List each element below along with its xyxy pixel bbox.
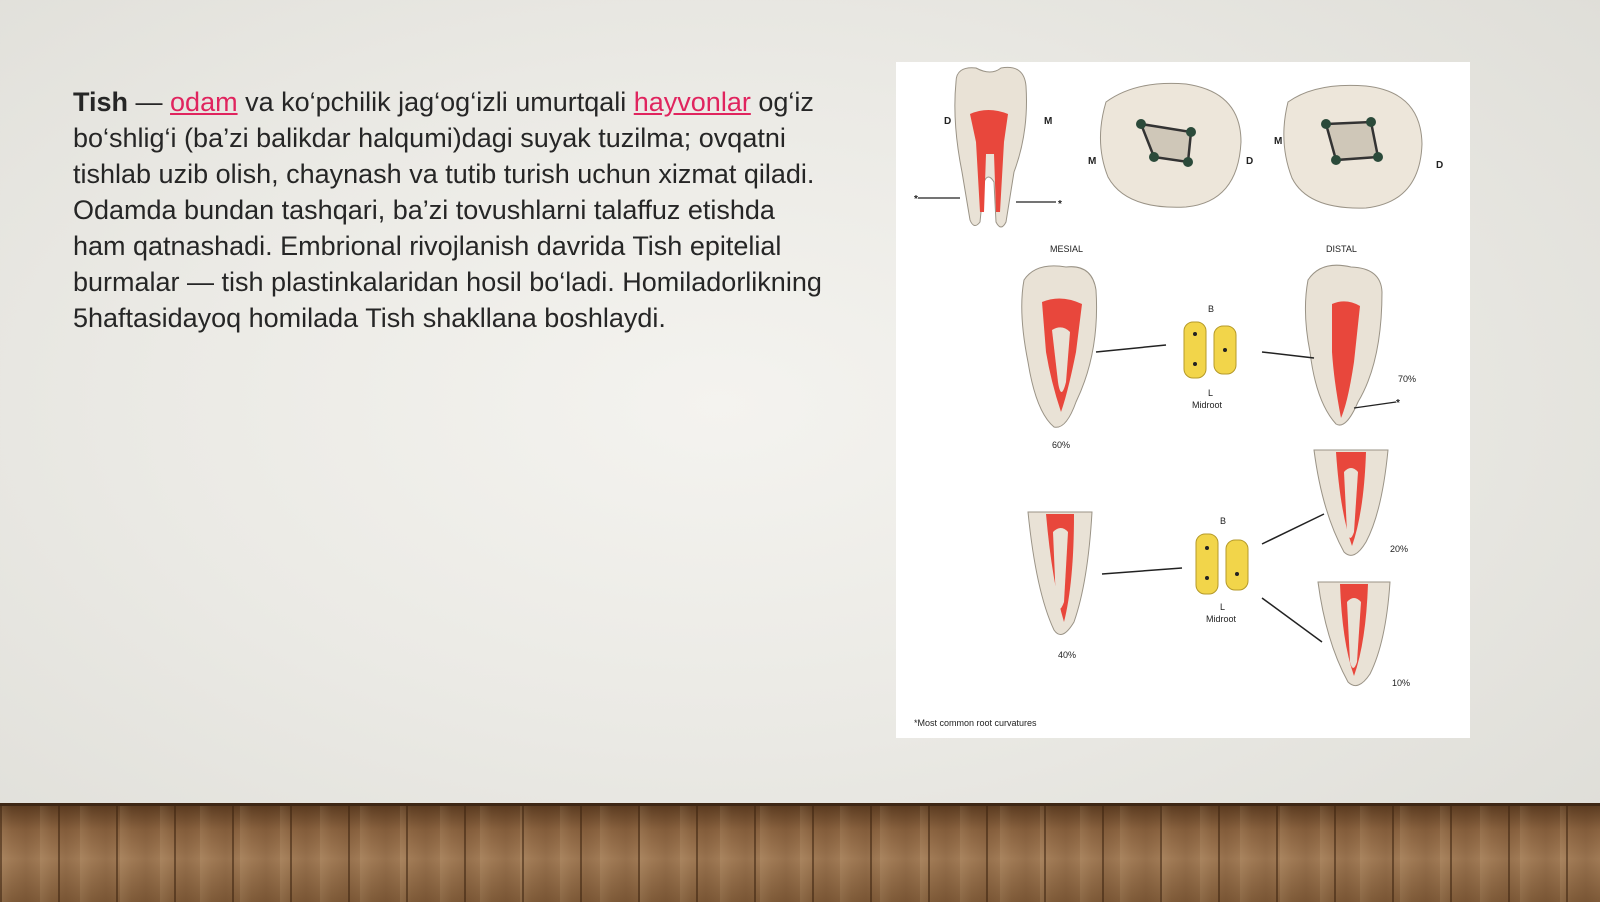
tooth-20: [1314, 450, 1388, 555]
label-midroot2: Midroot: [1206, 614, 1237, 624]
occlusal-view-1: [1100, 83, 1241, 207]
em-dash: —: [128, 87, 171, 117]
occlusal-view-2: [1284, 85, 1422, 208]
label-40: 40%: [1058, 650, 1077, 660]
cross-section-2: [1196, 534, 1248, 594]
cross-section-1: [1184, 322, 1236, 378]
svg-text:*: *: [914, 194, 918, 205]
paragraph-text-2: og‘iz bo‘shlig‘i (ba’zi balikdar halqumi)dagi suyak tuzilma; ovqatni tishlab uzib olish, chaynash va tutib turish uchun xizmat qiladi. Odamda bundan tashqari, ba’zi tovushlarni talaffuz etishda ham qatnashadi. Embrional rivojlanish davrida Tish epitelial burmalar — tish plastinkalaridan hosil bo‘ladi. Homiladorlikning 5haftasidayoq homilada Tish shakllana boshlaydi.: [73, 87, 822, 333]
label-10: 10%: [1392, 678, 1411, 688]
figure-footnote: *Most common root curvatures: [914, 718, 1037, 728]
tooth-diagram-svg: [896, 62, 1470, 738]
label-m2: M: [1088, 156, 1097, 167]
svg-text:*: *: [1058, 199, 1062, 210]
label-d1: D: [944, 116, 952, 127]
tooth-mesial: [1022, 266, 1166, 427]
term-tish: Tish: [73, 87, 129, 117]
tooth-distal: [1262, 265, 1400, 425]
wooden-floor: [0, 803, 1600, 902]
label-20: 20%: [1390, 544, 1409, 554]
body-paragraph: [73, 84, 833, 336]
label-m1: M: [1044, 116, 1053, 127]
tooth-top-left: [914, 67, 1062, 227]
label-m3: M: [1274, 136, 1283, 147]
label-d2: D: [1246, 156, 1254, 167]
svg-text:*: *: [1396, 398, 1400, 409]
label-60: 60%: [1052, 440, 1071, 450]
label-b2: B: [1220, 516, 1227, 526]
label-midroot1: Midroot: [1192, 400, 1223, 410]
link-odam[interactable]: odam: [170, 87, 238, 117]
tooth-10: [1318, 582, 1390, 686]
label-d3: D: [1436, 160, 1444, 171]
label-b1: B: [1208, 304, 1215, 314]
label-l1: L: [1208, 388, 1214, 398]
label-l2: L: [1220, 602, 1226, 612]
label-mesial: MESIAL: [1050, 244, 1084, 254]
paragraph-text-1: va ko‘pchilik jag‘og‘izli umurtqali: [237, 87, 634, 117]
link-hayvonlar[interactable]: hayvonlar: [633, 87, 751, 117]
label-70: 70%: [1398, 374, 1417, 384]
tooth-bottom-left: [1028, 512, 1182, 635]
tooth-root-diagram: [896, 62, 1470, 738]
label-distal: DISTAL: [1326, 244, 1357, 254]
